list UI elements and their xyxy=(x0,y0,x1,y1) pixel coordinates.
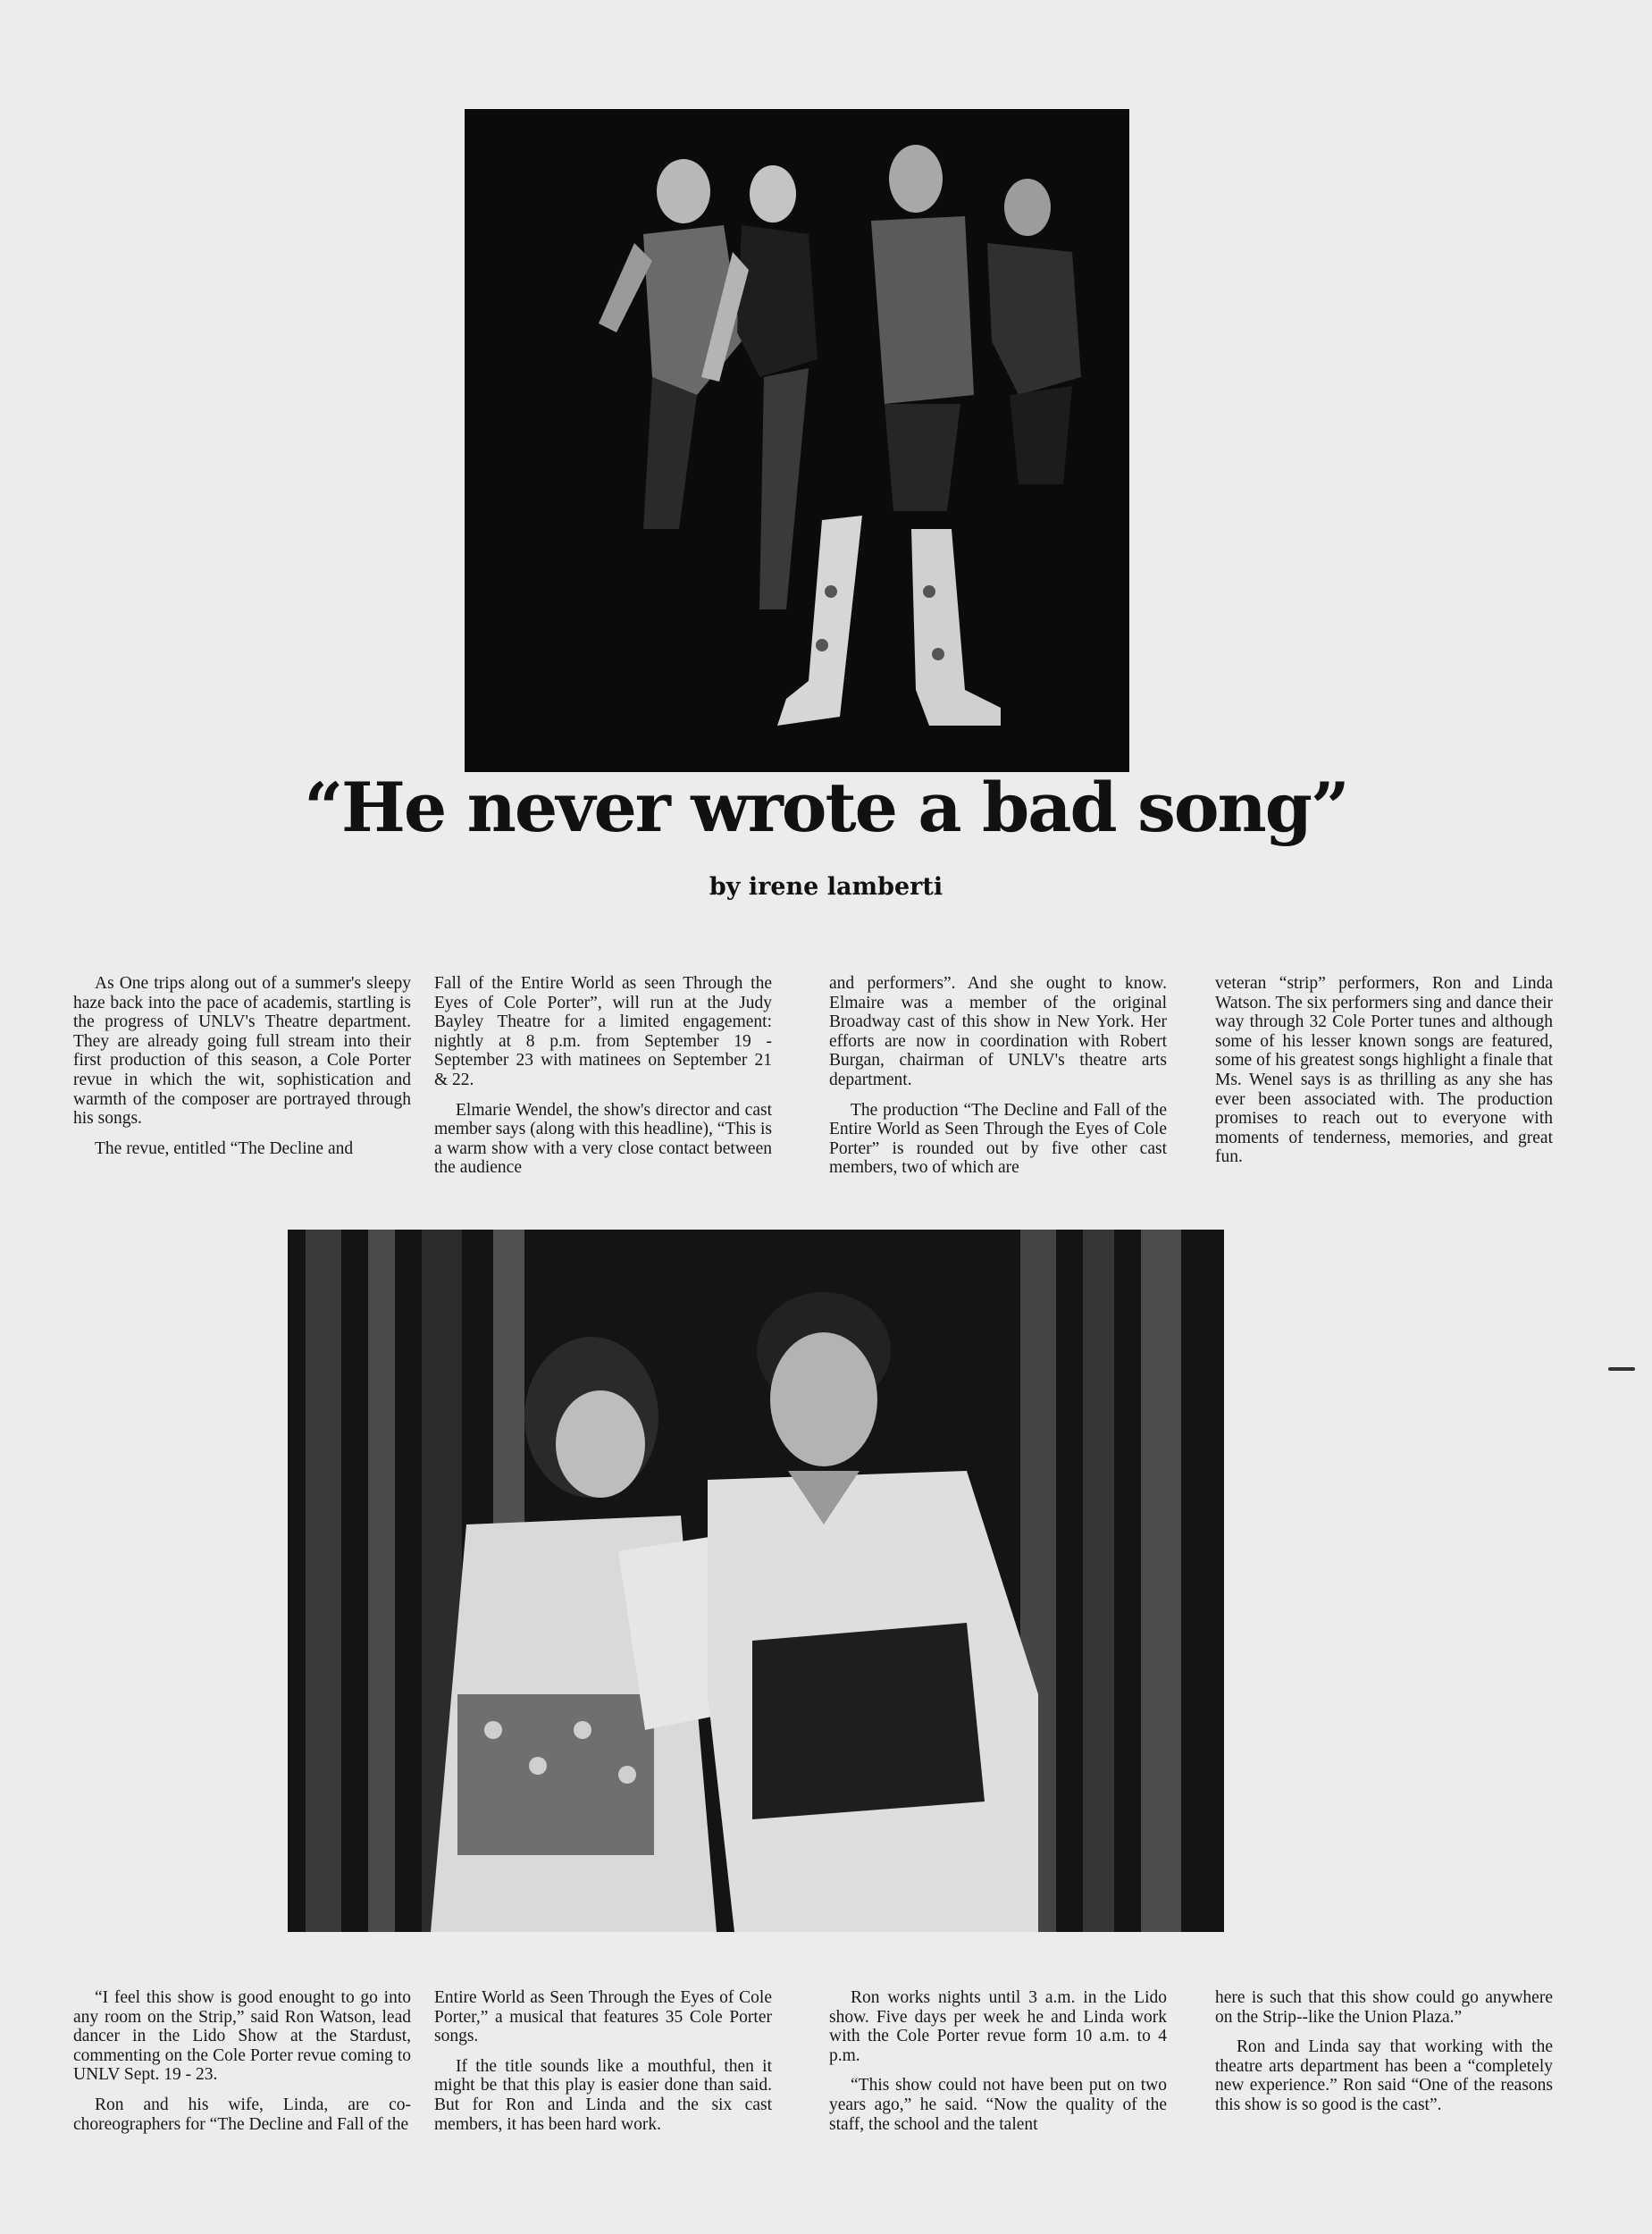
text-column-6 xyxy=(434,1988,772,2145)
photo-dancers-image xyxy=(465,109,1129,772)
paragraph: Ron and his wife, Linda, are co-choreographers for “The Decline and Fall of the xyxy=(73,2095,411,2134)
paragraph: Ron works nights until 3 a.m. in the Lido show. Five days per week he and Linda work with the Cole Porter revue form 10 a.m. to 4 p.m. xyxy=(829,1988,1167,2065)
paragraph: As One trips along out of a summer's sleepy haze back into the pace of academis, startling is the progress of UNLV's Theatre department. They are already going full stream into their first production of this season, a Cole Porter revue in which the wit, sophistication and warmth of the composer are portrayed through his songs. xyxy=(73,974,411,1129)
text-column-4 xyxy=(1215,974,1553,1178)
paragraph: “I feel this show is good enought to go into any room on the Strip,” said Ron Watson, lead dancer in the Lido Show at the Stardust, commenting on the Cole Porter revue coming to UNLV Sept. 19 - 23. xyxy=(73,1988,411,2085)
paragraph: veteran “strip” performers, Ron and Linda Watson. The six performers sing and dance their way through 32 Cole Porter tunes and although some of his lesser known songs are featured, some of his greatest songs highlight a finale that Ms. Wenel says is as thrilling as any she has ever been associated with. The production promises to reach out to everyone with moments of tenderness, memories, and great fun. xyxy=(1215,974,1553,1167)
photo-dancers xyxy=(465,109,1129,772)
photo-performers xyxy=(288,1230,1224,1932)
paragraph: Entire World as Seen Through the Eyes of Cole Porter,” a musical that features 35 Cole Porter songs. xyxy=(434,1988,772,2046)
paragraph: The production “The Decline and Fall of the Entire World as Seen Through the Eyes of Cole Porter” is rounded out by five other cast members, two of which are xyxy=(829,1100,1167,1178)
text-column-3 xyxy=(829,974,1167,1188)
paragraph: Ron and Linda say that working with the theatre arts department has been a “completely new experience.” Ron said “One of the reasons this show is so good is the cast”. xyxy=(1215,2037,1553,2114)
paragraph: Fall of the Entire World as seen Through the Eyes of Cole Porter”, will run at the Judy Bayley Theatre for a limited engagement: nightly at 8 p.m. from September 19 - September 23 with matinees on September 21 & 22. xyxy=(434,974,772,1089)
article-headline: “He never wrote a bad song” xyxy=(304,768,1348,847)
photo-performers-image xyxy=(288,1230,1224,1932)
paragraph: “This show could not have been put on two years ago,” he said. “Now the quality of the staff, the school and the talent xyxy=(829,2076,1167,2134)
margin-mark xyxy=(1608,1367,1635,1371)
paragraph: and performers”. And she ought to know. Elmaire was a member of the original Broadway cast of this show in New York. Her efforts are now in coordination with Robert Burgan, chairman of UNLV's theatre arts department. xyxy=(829,974,1167,1089)
paragraph: The revue, entitled “The Decline and xyxy=(95,1138,354,1158)
text-column-5 xyxy=(73,1988,411,2145)
paragraph: If the title sounds like a mouthful, then it might be that this play is easier done than said. But for Ron and Linda and the six cast members, it has been hard work. xyxy=(434,2056,772,2134)
text-column-7 xyxy=(829,1988,1167,2145)
text-column-1 xyxy=(73,974,411,1169)
text-column-8 xyxy=(1215,1988,1553,2126)
paragraph: Elmarie Wendel, the show's director and cast member says (along with this headline), “This is a warm show with a very close contact between the audience xyxy=(434,1100,773,1178)
text-column-2 xyxy=(434,974,772,1188)
article-byline: by irene lamberti xyxy=(709,873,943,901)
paragraph: here is such that this show could go anywhere on the Strip--like the Union Plaza.” xyxy=(1215,1988,1553,2027)
